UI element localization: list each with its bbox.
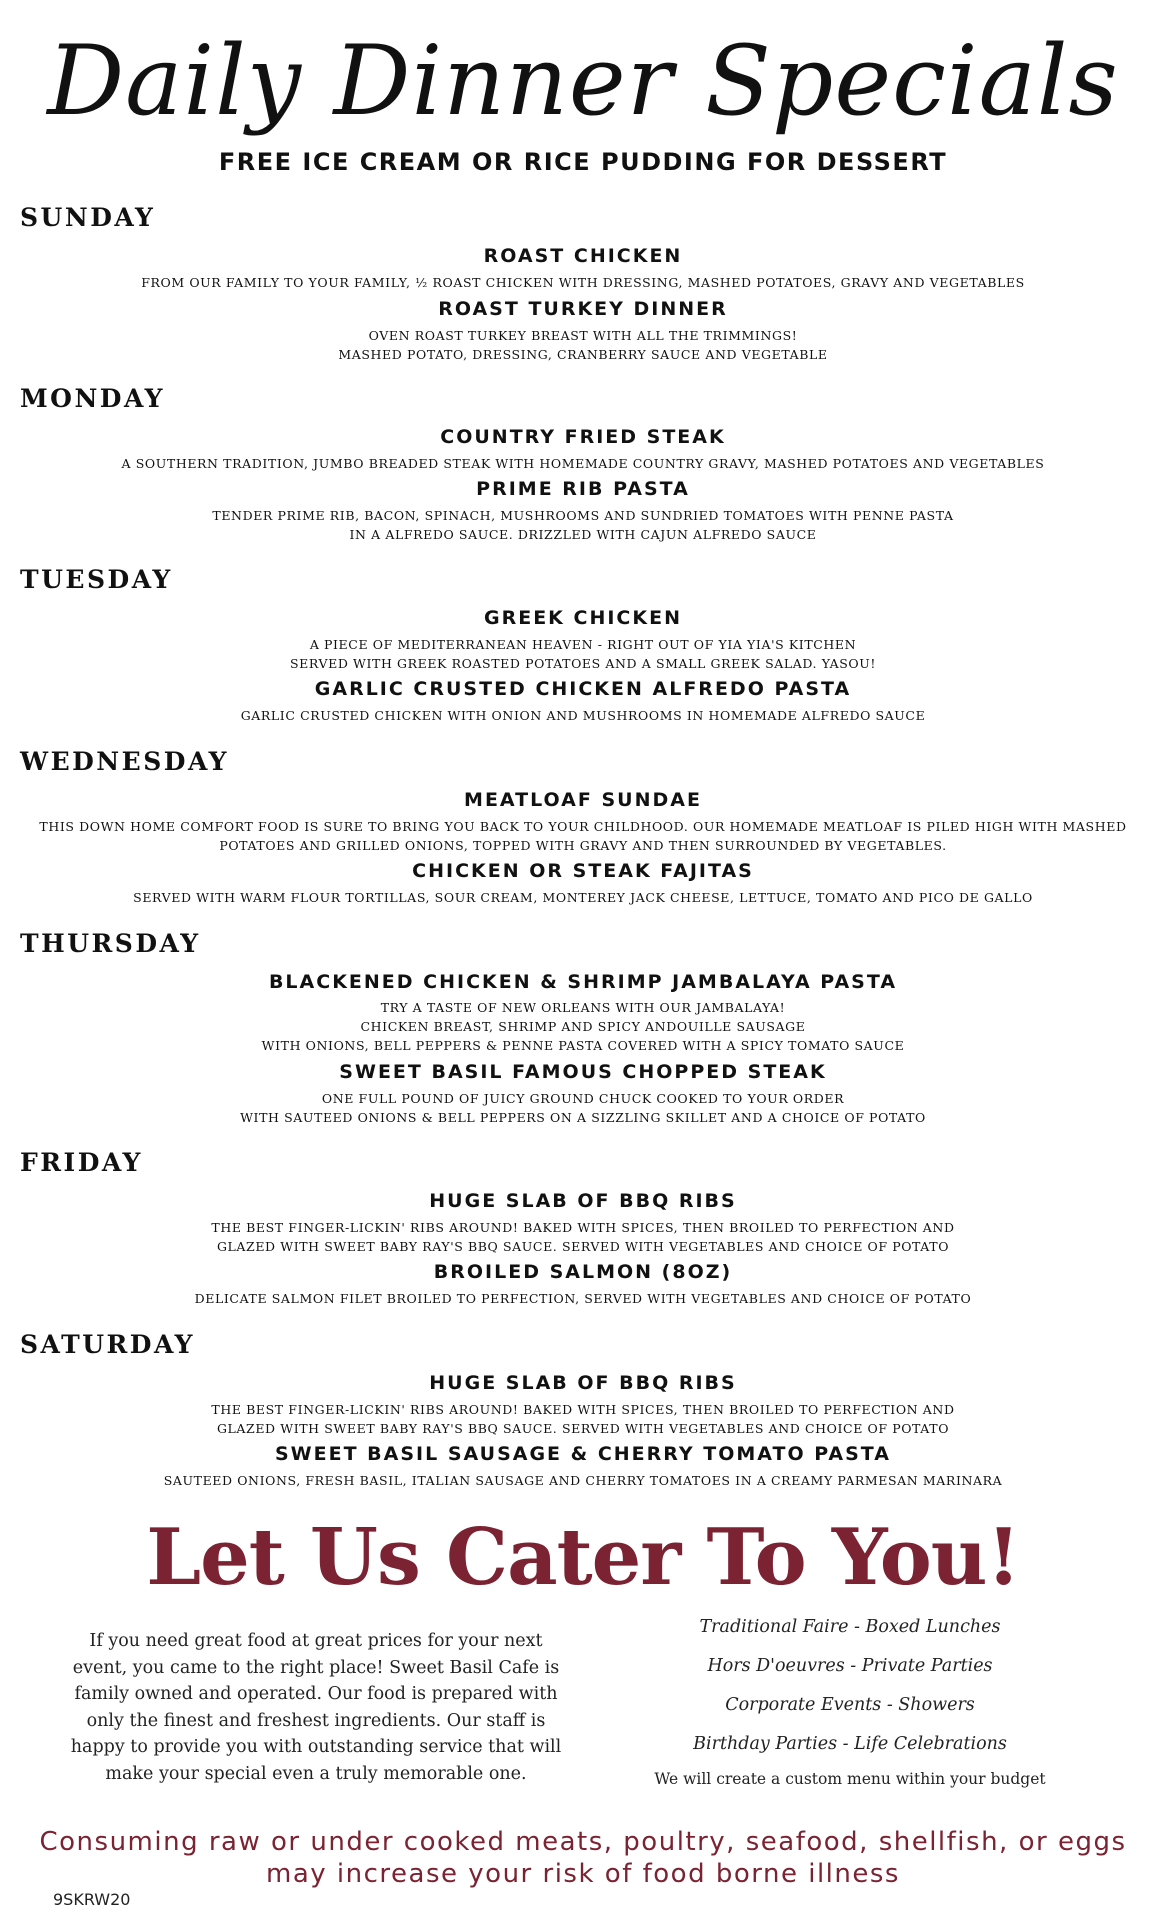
dish-description: DELICATE SALMON FILET BROILED TO PERFECTION, SERVED WITH VEGETABLES AND CHOICE OF POTATO [194, 1291, 972, 1306]
service-item: Hors D'oeuvres - Private Parties [707, 1656, 993, 1676]
dish-description: A PIECE OF MEDITERRANEAN HEAVEN - RIGHT OUT OF YIA YIA'S KITCHEN SERVED WITH GREEK ROASTED POTATOES AND A SMALL GREEK SALAD. YASOU! [290, 637, 876, 671]
dish-description: THE BEST FINGER-LICKIN' RIBS AROUND! BAKED WITH SPICES, THEN BROILED TO PERFECTION AND GLAZED WITH SWEET BABY RAY'S BBQ SAUCE. SERVED WITH VEGETABLES AND CHOICE OF POTATO [211, 1220, 955, 1254]
dish-name: BROILED SALMON (8OZ) [433, 1261, 733, 1283]
dish-description: SERVED WITH WARM FLOUR TORTILLAS, SOUR CREAM, MONTEREY JACK CHEESE, LETTUCE, TOMATO AND PICO DE GALLO [133, 890, 1033, 905]
page-title: Daily Dinner Specials [47, 25, 1119, 137]
dish-description: SAUTEED ONIONS, FRESH BASIL, ITALIAN SAUSAGE AND CHERRY TOMATOES IN A CREAMY PARMESAN MARINARA [163, 1473, 1003, 1488]
day-heading-tuesday: TUESDAY [20, 565, 173, 594]
dish-description: TENDER PRIME RIB, BACON, SPINACH, MUSHROOMS AND SUNDRIED TOMATOES WITH PENNE PASTA IN A ALFREDO SAUCE. DRIZZLED WITH CAJUN ALFREDO SAUCE [212, 508, 954, 542]
catering-services-list [620, 1608, 1080, 1794]
dish-name: HUGE SLAB OF BBQ RIBS [429, 1372, 737, 1394]
day-heading-sunday: SUNDAY [20, 203, 156, 232]
service-item: Birthday Parties - Life Celebrations [693, 1734, 1007, 1754]
dish-name: GREEK CHICKEN [484, 607, 682, 629]
catering-heading: Let Us Cater To You! [146, 1512, 1020, 1603]
dish-description: A SOUTHERN TRADITION, JUMBO BREADED STEAK WITH HOMEMADE COUNTRY GRAVY, MASHED POTATOES AND VEGETABLES [121, 456, 1045, 471]
dish-description: ONE FULL POUND OF JUICY GROUND CHUCK COOKED TO YOUR ORDER WITH SAUTEED ONIONS & BELL PEPPERS ON A SIZZLING SKILLET AND A CHOICE OF POTATO [240, 1091, 926, 1125]
dish-name: MEATLOAF SUNDAE [464, 789, 702, 811]
day-heading-monday: MONDAY [20, 384, 165, 413]
dish-name: ROAST TURKEY DINNER [438, 298, 728, 320]
dish-name: BLACKENED CHICKEN & SHRIMP JAMBALAYA PASTA [268, 971, 898, 993]
dish-name: SWEET BASIL SAUSAGE & CHERRY TOMATO PASTA [275, 1443, 891, 1465]
catering-about-text: If you need great food at great prices for your next event, you came to the right place! Sweet Basil Cafe is family owned and operated. Our food is prepared with only the finest and freshest ingredients. Our staff is happy to provide you with outstanding service that will make your special even a truly memorable one. [70, 1631, 562, 1784]
dish-description: THE BEST FINGER-LICKIN' RIBS AROUND! BAKED WITH SPICES, THEN BROILED TO PERFECTION AND GLAZED WITH SWEET BABY RAY'S BBQ SAUCE. SERVED WITH VEGETABLES AND CHOICE OF POTATO [211, 1402, 955, 1436]
custom-menu-note: We will create a custom menu within your budget [654, 1770, 1046, 1788]
dish-name: SWEET BASIL FAMOUS CHOPPED STEAK [339, 1061, 827, 1083]
service-item: Traditional Faire - Boxed Lunches [699, 1617, 1001, 1637]
service-item: Corporate Events - Showers [725, 1695, 975, 1715]
dish-description: GARLIC CRUSTED CHICKEN WITH ONION AND MUSHROOMS IN HOMEMADE ALFREDO SAUCE [240, 708, 926, 723]
dish-description: OVEN ROAST TURKEY BREAST WITH ALL THE TRIMMINGS! MASHED POTATO, DRESSING, CRANBERRY SAUCE AND VEGETABLE [338, 328, 828, 362]
dish-name: GARLIC CRUSTED CHICKEN ALFREDO PASTA [314, 678, 852, 700]
day-heading-wednesday: WEDNESDAY [20, 747, 229, 776]
day-heading-saturday: SATURDAY [20, 1330, 195, 1359]
dish-description: THIS DOWN HOME COMFORT FOOD IS SURE TO BRING YOU BACK TO YOUR CHILDHOOD. OUR HOMEMADE MEATLOAF IS PILED HIGH WITH MASHED POTATOES AND GRILLED ONIONS, TOPPED WITH GRAVY AND THEN SURROUNDED BY VEGETABLES. [39, 819, 1127, 853]
day-heading-friday: FRIDAY [20, 1148, 143, 1177]
dish-name: COUNTRY FRIED STEAK [440, 426, 726, 448]
menu-code: 9SKRW20 [53, 1890, 131, 1909]
dish-name: HUGE SLAB OF BBQ RIBS [429, 1190, 737, 1212]
dish-name: PRIME RIB PASTA [476, 478, 690, 500]
dish-description: FROM OUR FAMILY TO YOUR FAMILY, ½ ROAST CHICKEN WITH DRESSING, MASHED POTATOES, GRAVY AND VEGETABLES [141, 275, 1025, 290]
day-heading-thursday: THURSDAY [20, 929, 201, 958]
dish-name: ROAST CHICKEN [483, 245, 683, 267]
dessert-subtitle: FREE ICE CREAM OR RICE PUDDING FOR DESSERT [218, 148, 948, 176]
food-safety-warning: Consuming raw or under cooked meats, poultry, seafood, shellfish, or eggs may increase your risk of food borne illness [39, 1827, 1127, 1889]
dish-description: TRY A TASTE OF NEW ORLEANS WITH OUR JAMBALAYA! CHICKEN BREAST, SHRIMP AND SPICY ANDOUILLE SAUSAGE WITH ONIONS, BELL PEPPERS & PENNE PASTA COVERED WITH A SPICY TOMATO SAUCE [261, 1000, 905, 1053]
dish-name: CHICKEN OR STEAK FAJITAS [412, 860, 754, 882]
